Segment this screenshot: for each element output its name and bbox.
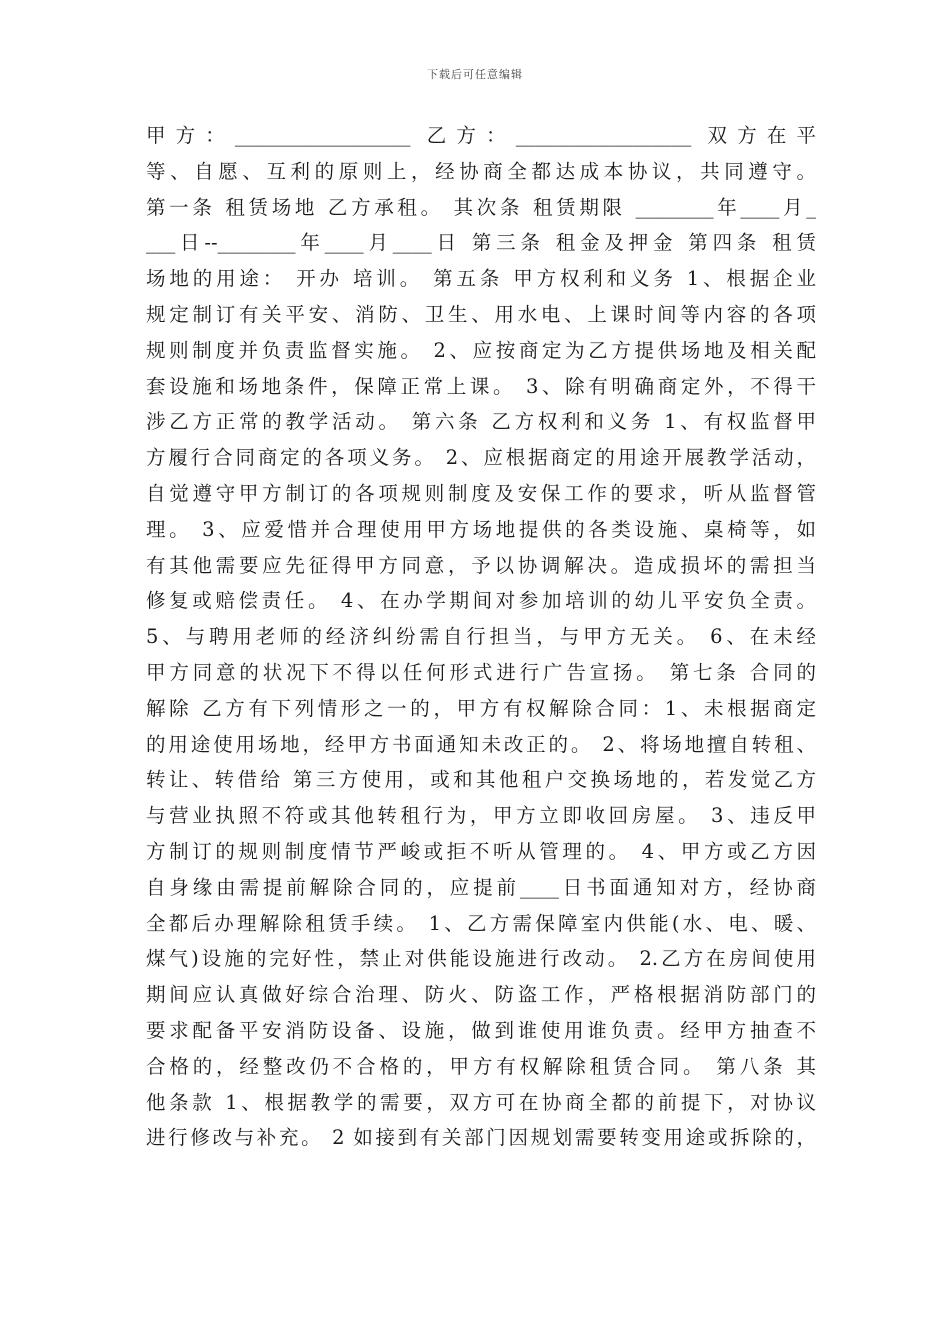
body-line: 理。 3、应爱惜并合理使用甲方场地提供的各类设施、桌椅等，如	[146, 517, 816, 541]
body-line: 全都后办理解除租赁手续。 1、乙方需保障室内供能(水、电、暖、	[146, 911, 816, 935]
body-line: 方履行合同商定的各项义务。 2、应根据商定的用途开展教学活动，	[146, 446, 816, 470]
body-line: 场地的用途： 开办 培训。 第五条 甲方权利和义务 1、根据企业	[146, 267, 816, 291]
body-line: 套设施和场地条件，保障正常上课。 3、除有明确商定外，不得干	[146, 374, 816, 398]
body-line: 与营业执照不符或其他转租行为，甲方立即收回房屋。 3、违反甲	[146, 804, 816, 828]
body-line: 规则制度并负责监督实施。 2、应按商定为乙方提供场地及相关配	[146, 338, 816, 362]
page-header-note: 下载后可任意编辑	[427, 68, 523, 81]
body-line: 规定制订有关平安、消防、卫生、用水电、上课时间等内容的各项	[146, 302, 816, 326]
body-line: 解除 乙方有下列情形之一的，甲方有权解除合同：1、未根据商定	[146, 696, 816, 720]
body-line: 合格的，经整改仍不合格的，甲方有权解除租赁合同。 第八条 其	[146, 1054, 816, 1078]
body-line: 涉乙方正常的教学活动。 第六条 乙方权利和义务 1、有权监督甲	[146, 410, 816, 434]
body-line: 要求配备平安消防设备、设施，做到谁使用谁负责。经甲方抽查不	[146, 1018, 816, 1042]
body-line: 煤气)设施的完好性，禁止对供能设施进行改动。 2.乙方在房间使用	[146, 947, 816, 971]
body-line: 5、与聘用老师的经济纠纷需自行担当，与甲方无关。 6、在未经	[146, 625, 816, 649]
contract-body	[146, 118, 816, 1156]
body-line: 他条款 1、根据教学的需要，双方可在协商全都的前提下，对协议	[146, 1090, 816, 1114]
body-line: 第一条 租赁场地 乙方承租。 其次条 租赁期限 ________年____月_	[146, 195, 816, 219]
body-line: 甲方同意的状况下不得以任何形式进行广告宣扬。 第七条 合同的	[146, 660, 816, 684]
body-line: 期间应认真做好综合治理、防火、防盗工作，严格根据消防部门的	[146, 983, 816, 1007]
body-line: 甲方：__________________ 乙方：__________________ 双方在平	[146, 124, 816, 147]
body-line: 有其他需要应先征得甲方同意，予以协调解决。造成损坏的需担当	[146, 553, 816, 577]
body-line: 等、自愿、互利的原则上，经协商全都达成本协议，共同遵守。	[146, 159, 816, 183]
body-line: 的用途使用场地，经甲方书面通知未改正的。 2、将场地擅自转租、	[146, 732, 816, 756]
body-line: 自身缘由需提前解除合同的，应提前____日书面通知对方，经协商	[146, 875, 816, 899]
body-line: 修复或赔偿责任。 4、在办学期间对参加培训的幼儿平安负全责。	[146, 589, 816, 613]
body-line: ___日--________年____月____日 第三条 租金及押金 第四条 租赁	[146, 231, 816, 255]
body-line: 方制订的规则制度情节严峻或拒不听从管理的。 4、甲方或乙方因	[146, 839, 816, 863]
body-line: 转让、转借给 第三方使用，或和其他租户交换场地的，若发觉乙方	[146, 768, 816, 792]
body-line: 进行修改与补充。 2 如接到有关部门因规划需要转变用途或拆除的，	[146, 1126, 816, 1150]
body-line: 自觉遵守甲方制订的各项规则制度及安保工作的要求，听从监督管	[146, 481, 816, 505]
